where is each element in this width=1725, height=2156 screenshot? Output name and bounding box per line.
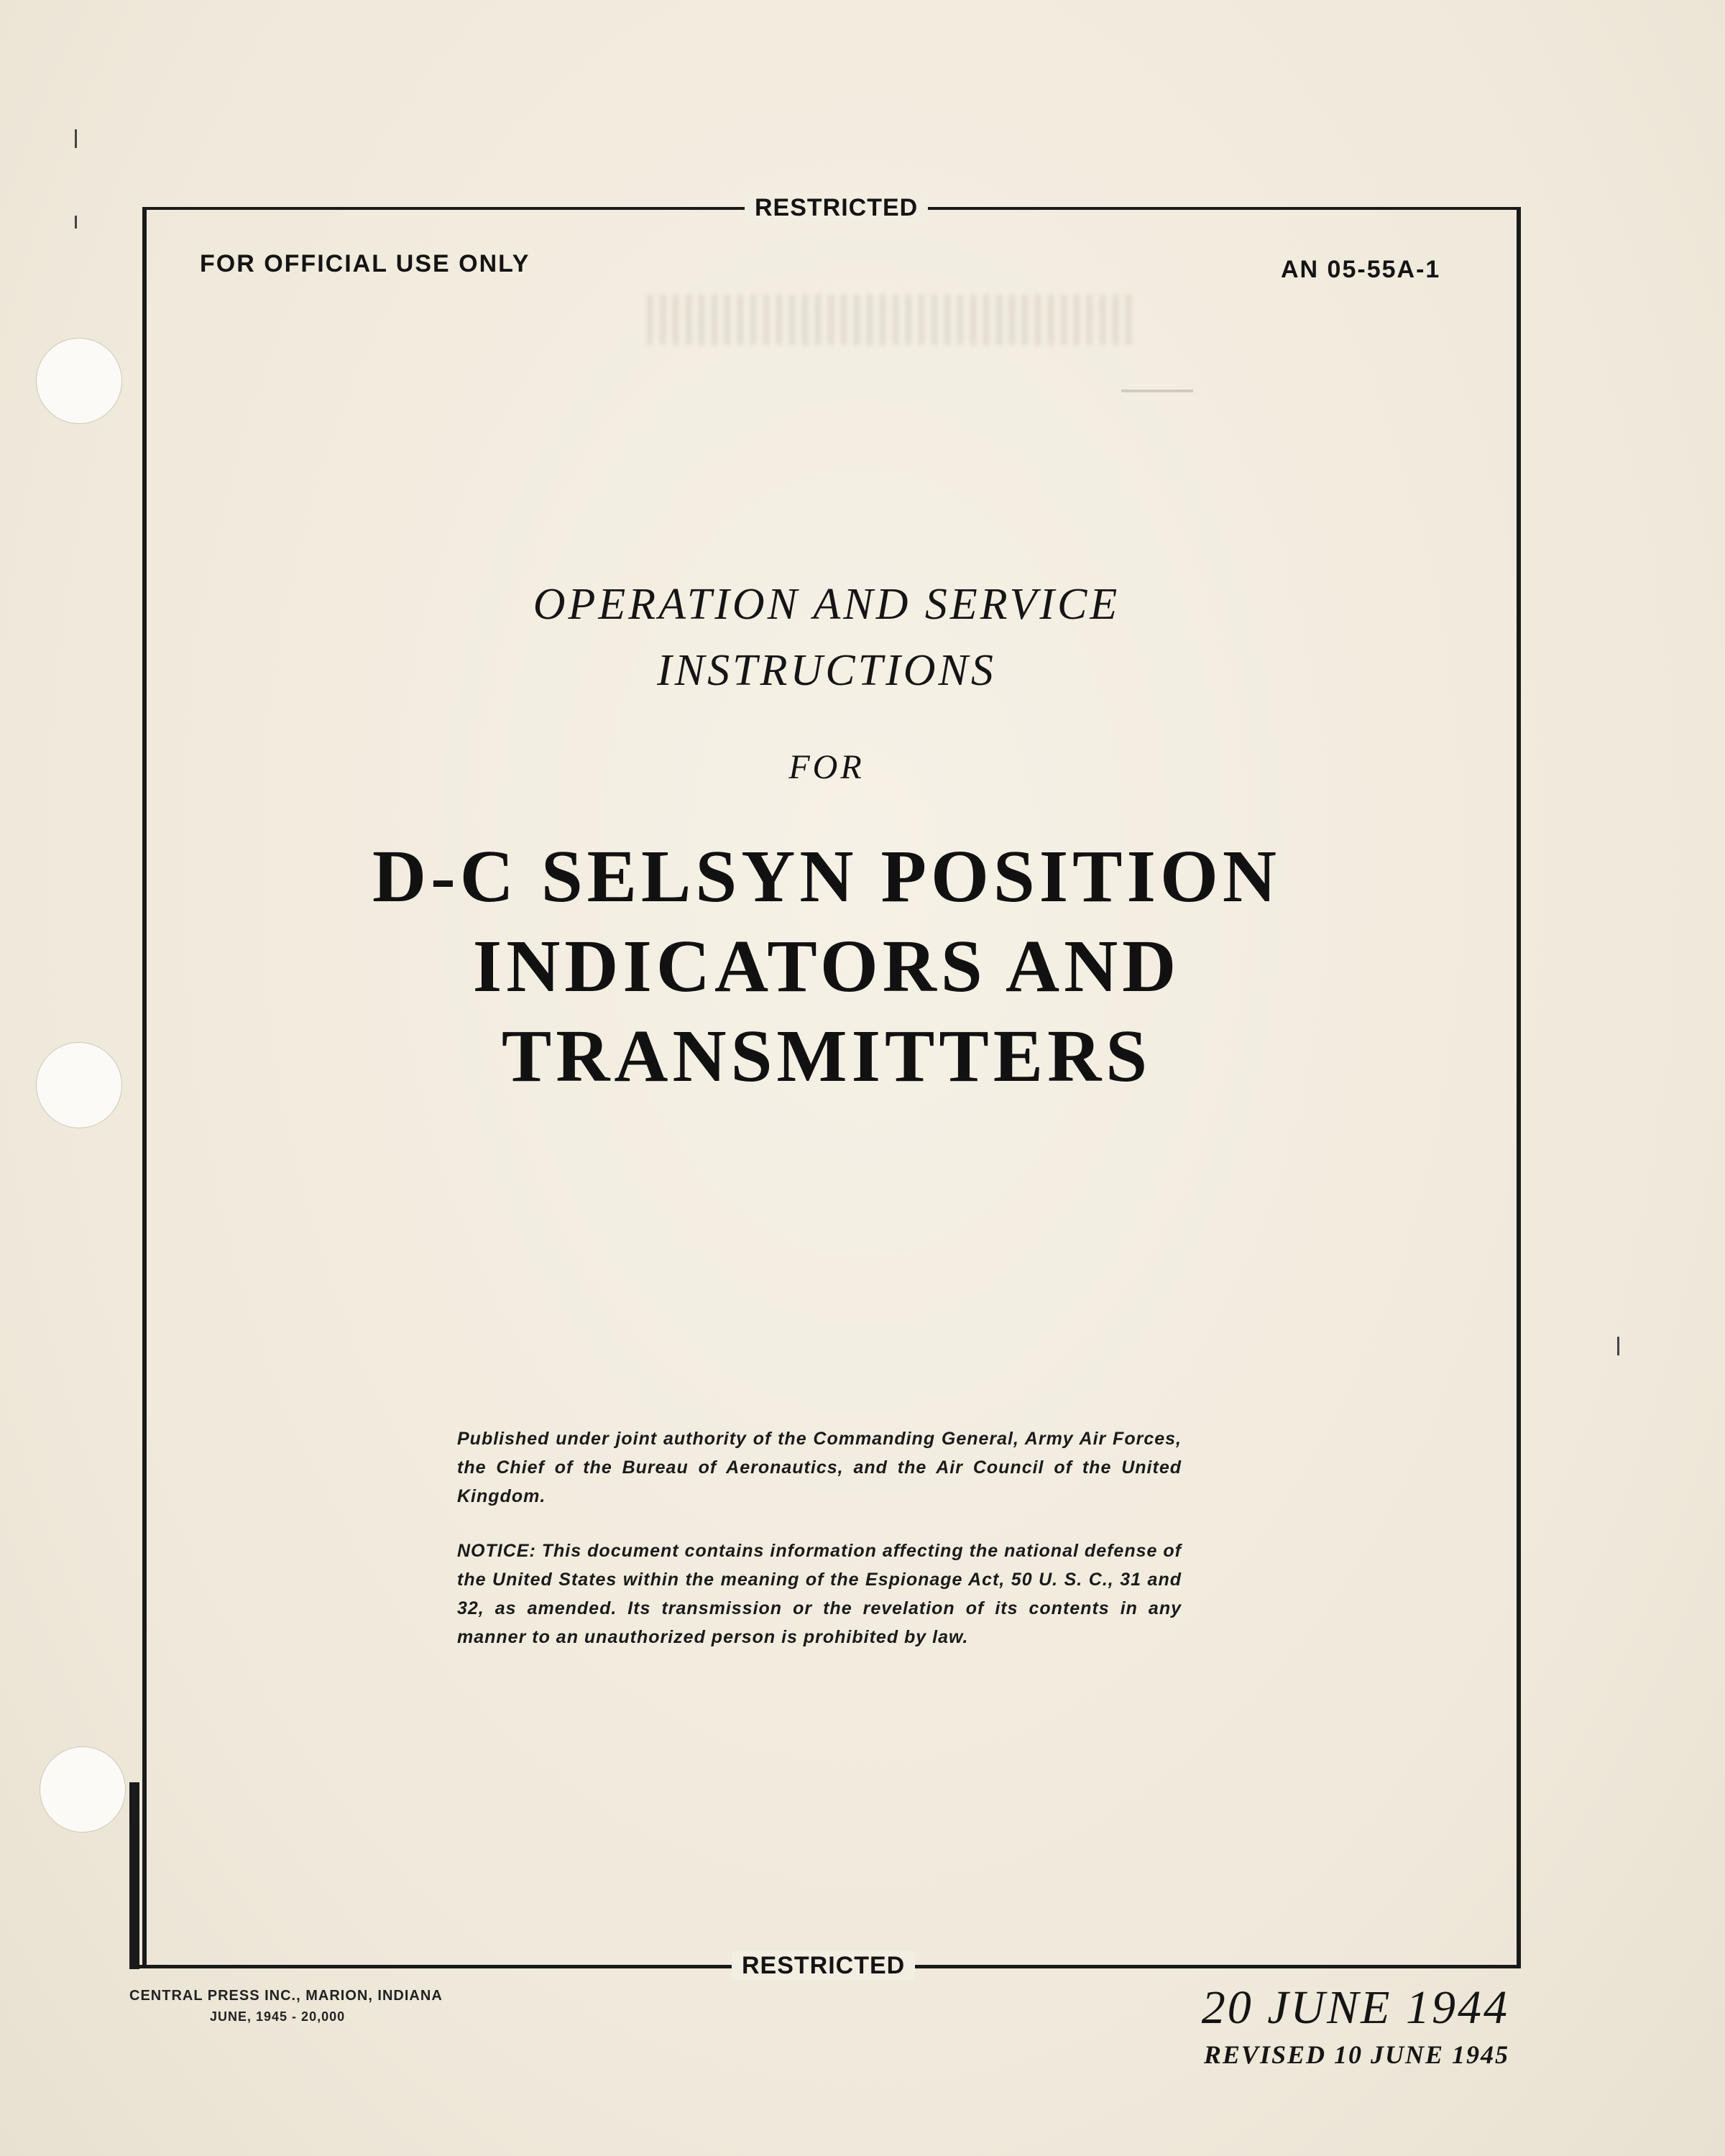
bleed-through-smudge [647, 295, 1136, 345]
title-line-2: INDICATORS AND [472, 925, 1181, 1008]
punch-hole [40, 1746, 126, 1833]
scan-mark [1617, 1337, 1619, 1355]
printer-imprint: CENTRAL PRESS INC., MARION, INDIANA [129, 1988, 443, 2004]
restricted-label-bottom: RESTRICTED [732, 1951, 915, 1980]
border-left-thick [129, 1782, 139, 1969]
notice-paragraph: NOTICE: This document contains information affecting the national defense of the United States within the meaning of the Espionage Act, 50 U. S. C., 31 and 32, as amended. Its transmission or the revelation of its contents in any manner to an unauthorized person is prohibited by law. [457, 1541, 1182, 1647]
document-number: AN 05-55A-1 [1281, 256, 1441, 283]
publication-date: 20 JUNE 1944 [1201, 1981, 1509, 2034]
title-line-1: D-C SELSYN POSITION [372, 835, 1282, 918]
title-line-3: TRANSMITTERS [501, 1015, 1152, 1097]
subtitle-for: FOR [788, 748, 865, 786]
subtitle-line-2: INSTRUCTIONS [657, 646, 996, 695]
official-use-label: FOR OFFICIAL USE ONLY [200, 250, 530, 277]
scan-mark [75, 129, 77, 148]
punch-hole [36, 338, 122, 424]
scan-mark [75, 216, 77, 229]
bleed-through-mark [1121, 390, 1193, 392]
authority-paragraph: Published under joint authority of the Commanding General, Army Air Forces, the Chief of the Bureau of Aeronautics, and the Air Council of the United Kingdom. [457, 1429, 1182, 1506]
revision-date: REVISED 10 JUNE 1945 [1203, 2040, 1509, 2069]
restricted-label-top: RESTRICTED [745, 193, 928, 222]
subtitle-line-1: OPERATION AND SERVICE [533, 580, 1121, 629]
print-run-info: JUNE, 1945 - 20,000 [210, 2009, 346, 2024]
